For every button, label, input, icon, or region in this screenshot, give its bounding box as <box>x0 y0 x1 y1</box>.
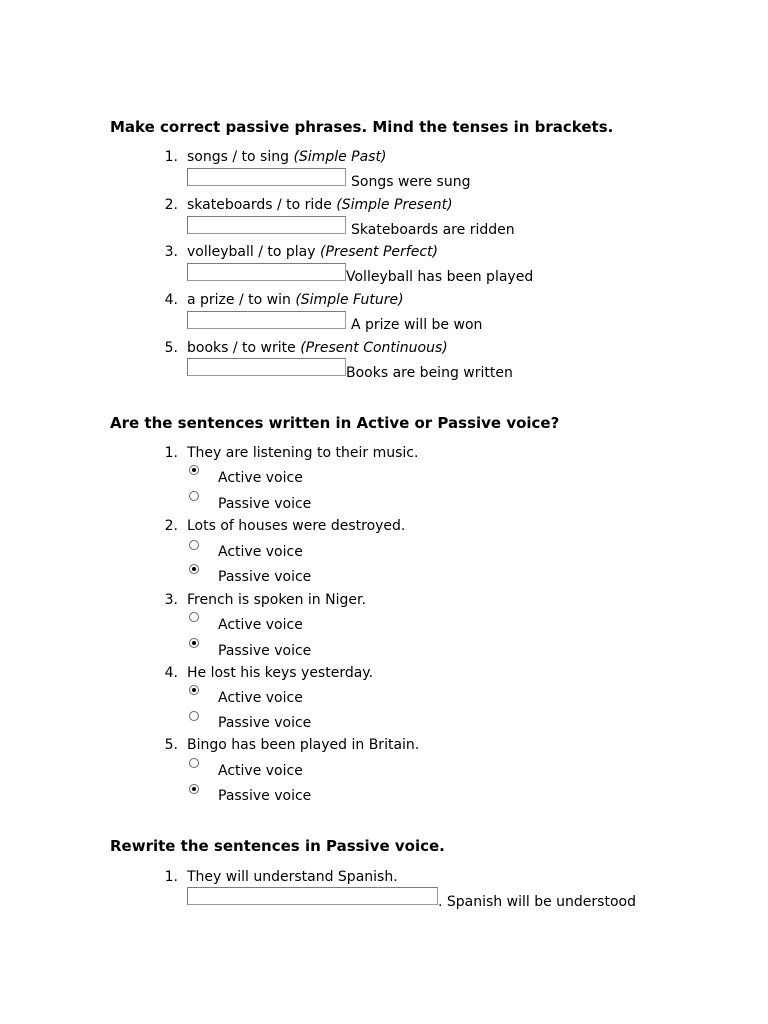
option-label-active: Active voice <box>218 617 303 633</box>
option-label-passive: Passive voice <box>218 715 312 731</box>
tense-hint: (Present Continuous) <box>300 340 448 356</box>
section2-title: Are the sentences written in Active or Passive voice? <box>110 414 560 432</box>
tense-hint: (Present Perfect) <box>320 244 438 260</box>
item-number: 4. <box>164 292 178 308</box>
radio-passive-voice[interactable] <box>189 784 199 794</box>
item-sentence: Bingo has been played in Britain. <box>187 737 420 753</box>
radio-passive-voice[interactable] <box>189 638 199 648</box>
item-number: 3. <box>164 592 178 608</box>
answer-input[interactable] <box>187 263 346 281</box>
radio-passive-voice[interactable] <box>189 491 199 501</box>
answer-text: A prize will be won <box>351 317 483 333</box>
answer-text: Songs were sung <box>351 174 471 190</box>
tense-hint: (Simple Future) <box>295 292 404 308</box>
tense-hint: (Simple Present) <box>336 197 453 213</box>
radio-active-voice[interactable] <box>189 612 199 622</box>
answer-text: Books are being written <box>346 365 513 381</box>
item-prompt: songs / to sing (Simple Past) <box>187 149 387 165</box>
option-label-passive: Passive voice <box>218 569 312 585</box>
option-label-passive: Passive voice <box>218 788 312 804</box>
item-number: 2. <box>164 197 178 213</box>
option-label-passive: Passive voice <box>218 496 312 512</box>
item-number: 3. <box>164 244 178 260</box>
tense-hint: (Simple Past) <box>293 149 387 165</box>
item-prompt: a prize / to win (Simple Future) <box>187 292 404 308</box>
item-number: 1. <box>164 445 178 461</box>
item-number: 5. <box>164 340 178 356</box>
radio-passive-voice[interactable] <box>189 711 199 721</box>
option-label-passive: Passive voice <box>218 643 312 659</box>
item-number: 5. <box>164 737 178 753</box>
answer-input[interactable] <box>187 311 346 329</box>
item-number: 1. <box>164 149 178 165</box>
item-prompt: volleyball / to play (Present Perfect) <box>187 244 438 260</box>
radio-active-voice[interactable] <box>189 758 199 768</box>
answer-input[interactable] <box>187 168 346 186</box>
item-number: 2. <box>164 518 178 534</box>
radio-active-voice[interactable] <box>189 685 199 695</box>
option-label-active: Active voice <box>218 690 303 706</box>
option-label-active: Active voice <box>218 763 303 779</box>
item-sentence: He lost his keys yesterday. <box>187 665 374 681</box>
section3-title: Rewrite the sentences in Passive voice. <box>110 837 445 855</box>
item-sentence: Lots of houses were destroyed. <box>187 518 406 534</box>
item-number: 1. <box>164 869 178 885</box>
option-label-active: Active voice <box>218 544 303 560</box>
radio-active-voice[interactable] <box>189 540 199 550</box>
option-label-active: Active voice <box>218 470 303 486</box>
radio-passive-voice[interactable] <box>189 564 199 574</box>
answer-input[interactable] <box>187 216 346 234</box>
item-sentence: They will understand Spanish. <box>187 869 398 885</box>
answer-text: . Spanish will be understood <box>438 894 636 910</box>
answer-text: Volleyball has been played <box>346 269 534 285</box>
radio-active-voice[interactable] <box>189 465 199 475</box>
item-sentence: French is spoken in Niger. <box>187 592 366 608</box>
item-prompt: skateboards / to ride (Simple Present) <box>187 197 453 213</box>
item-prompt: books / to write (Present Continuous) <box>187 340 448 356</box>
section1-title: Make correct passive phrases. Mind the tenses in brackets. <box>110 118 614 136</box>
answer-text: Skateboards are ridden <box>351 222 515 238</box>
item-number: 4. <box>164 665 178 681</box>
answer-input[interactable] <box>187 358 346 376</box>
rewrite-input[interactable] <box>187 887 438 905</box>
item-sentence: They are listening to their music. <box>187 445 419 461</box>
